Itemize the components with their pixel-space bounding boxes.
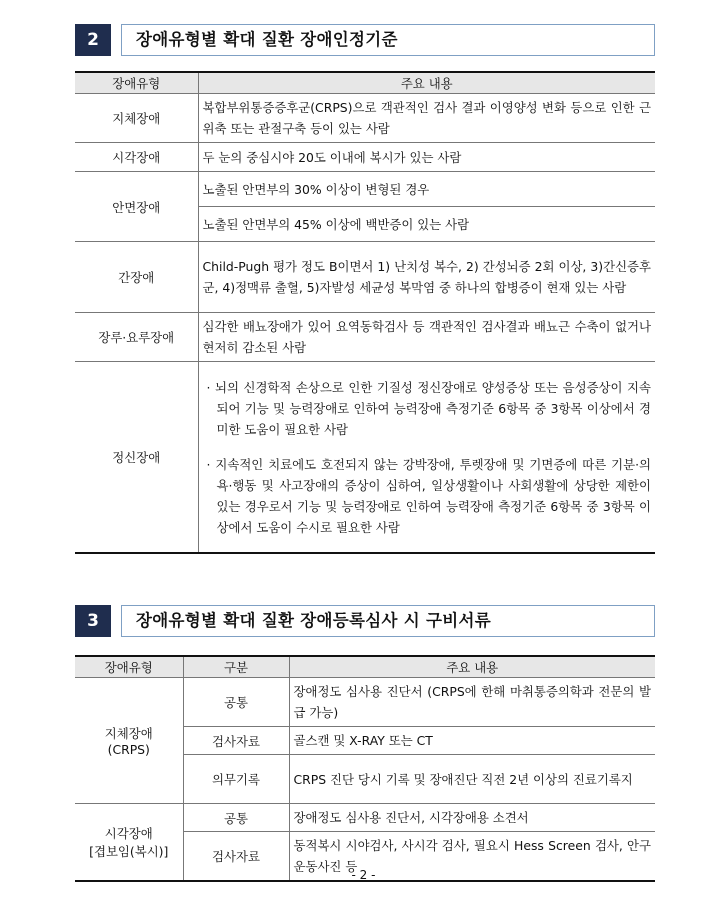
row-type: 안면장애	[75, 172, 198, 242]
row-type: 장루·요루장애	[75, 313, 198, 362]
row-type: 간장애	[75, 242, 198, 313]
column-header: 주요 내용	[289, 656, 655, 678]
table-row	[75, 172, 655, 207]
row-category: 검사자료	[183, 727, 289, 755]
row-category: 공통	[183, 804, 289, 832]
row-category: 검사자료	[183, 832, 289, 882]
row-content: 동적복시 시야검사, 사시각 검사, 필요시 Hess Screen 검사, 안구운동사진 등	[289, 832, 655, 882]
row-content: Child-Pugh 평가 정도 B이면서 1) 난치성 복수, 2) 간성뇌증 2회 이상, 3)간신증후군, 4)정맥류 출혈, 5)자발성 세균성 복막염 중 하나의 합병증이 현재 있는 사람	[198, 242, 655, 313]
section-number: 2	[75, 24, 111, 56]
table-row	[75, 678, 655, 727]
table-header-row	[75, 72, 655, 94]
column-header: 구분	[183, 656, 289, 678]
row-type: 시각장애	[75, 143, 198, 172]
row-category: 의무기록	[183, 755, 289, 804]
row-type	[75, 678, 183, 804]
row-category: 공통	[183, 678, 289, 727]
type-line: 지체장애	[104, 726, 153, 741]
row-content: 심각한 배뇨장애가 있어 요역동학검사 등 객관적인 검사결과 배뇨근 수축이 없거나 현저히 감소된 사람	[198, 313, 655, 362]
bullet-item: · 뇌의 신경학적 손상으로 인한 기질성 정신장애로 양성증상 또는 음성증상이 지속되어 기능 및 능력장애로 인하여 능력장애 측정기준 6항목 중 3항목 이상에서 경미한 도움이 필요한 사람	[206, 379, 651, 437]
page-number: - 2 -	[351, 868, 376, 882]
section-2-header	[75, 24, 655, 56]
row-content: 장애정도 심사용 진단서 (CRPS에 한해 마취통증의학과 전문의 발급 가능)	[289, 678, 655, 727]
type-line: (CRPS)	[107, 742, 150, 757]
table-header-row	[75, 656, 655, 678]
table-row	[75, 242, 655, 313]
column-header: 장애유형	[75, 656, 183, 678]
table-row	[75, 94, 655, 143]
table-row	[75, 804, 655, 832]
row-content: 노출된 안면부의 45% 이상에 백반증이 있는 사람	[198, 207, 655, 242]
section-number: 3	[75, 605, 111, 637]
row-content: 복합부위통증증후군(CRPS)으로 객관적인 검사 결과 이영양성 변화 등으로 인한 근위축 또는 관절구축 등이 있는 사람	[198, 94, 655, 143]
row-content: 장애정도 심사용 진단서, 시각장애용 소견서	[289, 804, 655, 832]
type-line: [겹보임(복시)]	[89, 844, 169, 859]
table-row	[75, 362, 655, 554]
row-content: CRPS 진단 당시 기록 및 장애진단 직전 2년 이상의 진료기록지	[289, 755, 655, 804]
row-content: 골스캔 및 X-RAY 또는 CT	[289, 727, 655, 755]
disability-criteria-table	[75, 71, 655, 554]
required-documents-table	[75, 655, 655, 882]
column-header: 주요 내용	[198, 72, 655, 94]
bullet-item: · 지속적인 치료에도 호전되지 않는 강박장애, 투렛장애 및 기면증에 따른 기분·의욕·행동 및 사고장애의 증상이 심하여, 일상생활이나 사회생활에 상당한 제한이 있는 경우로서 기능 및 능력장애로 인하여 능력장애 측정기준 6항목 중 3항목 이상에서 도움이 수시로 필요한 사람	[206, 456, 651, 535]
row-type: 지체장애	[75, 94, 198, 143]
table-row	[75, 313, 655, 362]
row-type: 정신장애	[75, 362, 198, 554]
table-row	[75, 143, 655, 172]
section-title: 장애유형별 확대 질환 장애인정기준	[121, 24, 655, 56]
row-content: 노출된 안면부의 30% 이상이 변형된 경우	[198, 172, 655, 207]
section-3-header	[75, 605, 655, 637]
section-title: 장애유형별 확대 질환 장애등록심사 시 구비서류	[121, 605, 655, 637]
row-content	[198, 362, 655, 554]
row-content: 두 눈의 중심시야 20도 이내에 복시가 있는 사람	[198, 143, 655, 172]
column-header: 장애유형	[75, 72, 198, 94]
type-line: 시각장애	[104, 826, 153, 841]
